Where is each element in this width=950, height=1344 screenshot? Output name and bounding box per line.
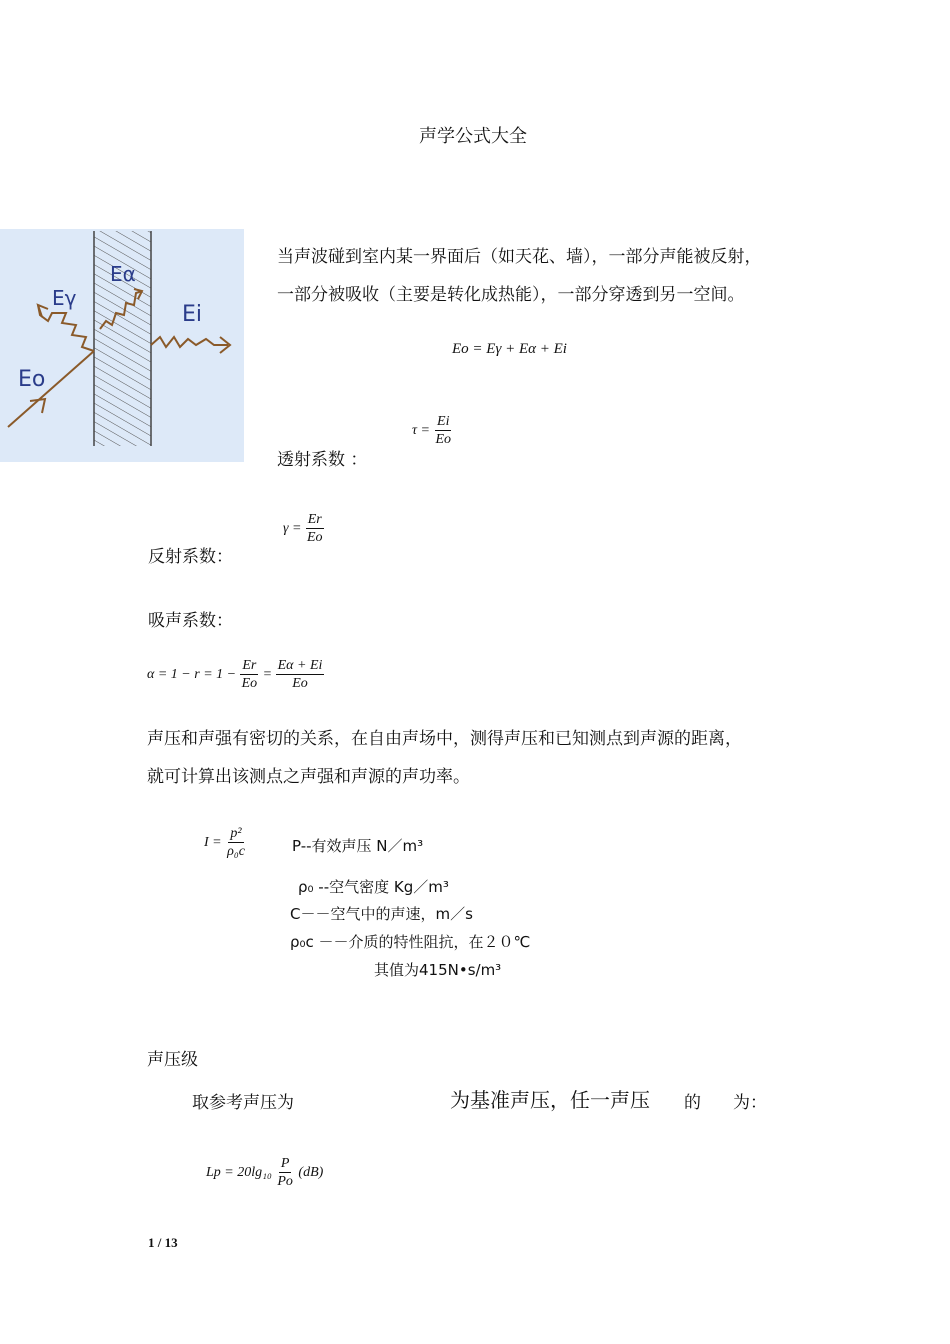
transmission-lhs: τ = xyxy=(412,423,430,439)
transmission-label: 透射系数 ： xyxy=(277,450,368,470)
spl-fraction xyxy=(275,1156,295,1190)
label-eo: Eo xyxy=(18,367,46,392)
energy-diagram-svg xyxy=(0,229,244,462)
reflection-lhs: γ = xyxy=(283,521,302,537)
spl-heading: 声压级 xyxy=(147,1050,198,1070)
transmission-fraction xyxy=(433,414,453,448)
absorption-fraction-1 xyxy=(240,658,260,692)
spl-unit: (dB) xyxy=(298,1165,324,1181)
intro-line-1: 当声波碰到室内某一界面后（如天花、墙），一部分声能被反射， xyxy=(277,247,762,267)
label-ea: Eα xyxy=(110,262,136,286)
intensity-def-3: C－－空气中的声速，m／s xyxy=(290,905,473,923)
page-number: 1 / 13 xyxy=(148,1235,178,1250)
spl-sentence-a: 取参考声压为 xyxy=(192,1093,294,1113)
intensity-fraction xyxy=(225,826,247,860)
energy-equation: Eo = Eγ + Eα + Ei xyxy=(452,341,567,357)
spl-sentence-b: 为基准声压，任一声压 xyxy=(450,1088,650,1112)
transmission-den: Eo xyxy=(435,432,452,448)
label-ei: Ei xyxy=(182,302,203,327)
label-er: Eγ xyxy=(52,286,77,310)
spl-den: Po xyxy=(277,1174,293,1190)
reflection-num: Er xyxy=(306,512,324,529)
reflection-formula xyxy=(283,512,325,546)
intensity-def-2: ρ₀ --空气密度 Kg／m³ xyxy=(298,878,449,896)
intensity-den: ρ₀c xyxy=(227,844,245,860)
paragraph2-line-1: 声压和声强有密切的关系，在自由声场中，测得声压和已知测点到声源的距离， xyxy=(147,729,742,749)
spl-num: P xyxy=(279,1156,292,1173)
paragraph2-line-2: 就可计算出该测点之声强和声源的声功率。 xyxy=(147,767,470,787)
intensity-def-4: ρ₀c －－介质的特性阻抗，在２０℃ xyxy=(290,933,531,951)
absorption-lhs: α = 1 − r = 1 − xyxy=(147,667,237,683)
intensity-num: p² xyxy=(228,826,243,843)
transmission-num: Ei xyxy=(435,414,451,431)
absorption-equals: = xyxy=(262,667,273,683)
absorption-formula xyxy=(147,658,324,692)
reflection-fraction xyxy=(305,512,325,546)
spl-formula xyxy=(206,1156,323,1190)
spl-sentence-d: 为： xyxy=(733,1093,767,1113)
transmission-formula xyxy=(412,414,453,448)
intro-line-2: 一部分被吸收（主要是转化成热能），一部分穿透到另一空间。 xyxy=(277,285,745,305)
reflection-den: Eo xyxy=(306,530,323,546)
spl-lhs: Lp = 20lg₁₀ xyxy=(206,1165,272,1181)
absorption-frac1-num: Er xyxy=(240,658,258,675)
intensity-formula xyxy=(204,826,247,860)
absorption-frac1-den: Eo xyxy=(241,676,258,692)
page-title: 声学公式大全 xyxy=(419,126,527,147)
intensity-def-1: P--有效声压 N／m³ xyxy=(292,837,424,855)
intensity-lhs: I = xyxy=(204,835,222,851)
absorption-frac2-num: Eα + Ei xyxy=(276,658,325,675)
absorption-fraction-2 xyxy=(276,658,325,692)
spl-sentence-c: 的 xyxy=(684,1093,701,1113)
absorption-frac2-den: Eo xyxy=(292,676,308,692)
intensity-def-5: 其值为415N•s/m³ xyxy=(374,961,502,979)
sound-energy-diagram xyxy=(0,229,244,462)
absorption-label: 吸声系数： xyxy=(148,611,233,631)
reflection-label: 反射系数： xyxy=(148,547,233,567)
